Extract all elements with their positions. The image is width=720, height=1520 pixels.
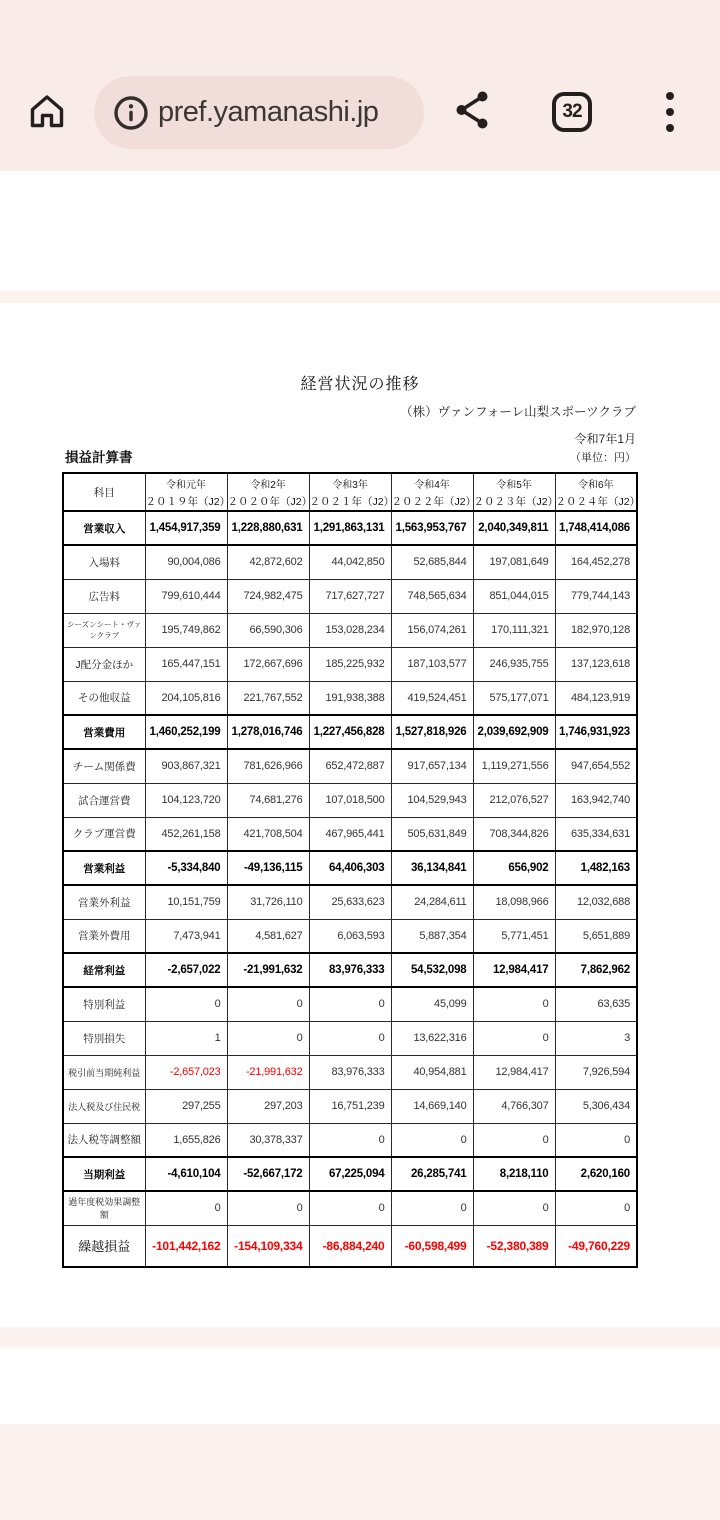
- page-title: 経営状況の推移: [300, 376, 420, 393]
- cell-value: 195,749,862: [145, 613, 227, 647]
- row-label: 税引前当期純利益: [63, 1055, 145, 1089]
- cell-value: -60,598,499: [391, 1225, 473, 1267]
- cell-value: 2,039,692,909: [473, 715, 555, 749]
- cell-value: 1,228,880,631: [227, 511, 309, 545]
- unit-label: （単位：円）: [570, 452, 636, 464]
- cell-value: 5,771,451: [473, 919, 555, 953]
- cell-value: -21,991,632: [227, 953, 309, 987]
- row-label: チーム関係費: [63, 749, 145, 783]
- cell-value: 484,123,919: [555, 681, 637, 715]
- cell-value: 182,970,128: [555, 613, 637, 647]
- cell-value: 717,627,727: [309, 579, 391, 613]
- cell-value: 36,134,841: [391, 851, 473, 885]
- cell-value: 799,610,444: [145, 579, 227, 613]
- cell-value: 0: [555, 1191, 637, 1225]
- cell-value: 917,657,134: [391, 749, 473, 783]
- cell-value: -49,760,229: [555, 1225, 637, 1267]
- cell-value: 724,982,475: [227, 579, 309, 613]
- cell-value: 2,620,160: [555, 1157, 637, 1191]
- cell-value: 137,123,618: [555, 647, 637, 681]
- cell-value: 8,218,110: [473, 1157, 555, 1191]
- cell-value: 1,119,271,556: [473, 749, 555, 783]
- tab-count: 32: [562, 101, 582, 122]
- cell-value: 3: [555, 1021, 637, 1055]
- table-row: [63, 1191, 637, 1225]
- cell-value: 0: [473, 987, 555, 1021]
- cell-value: 1,291,863,131: [309, 511, 391, 545]
- cell-value: 12,984,417: [473, 953, 555, 987]
- cell-value: 191,938,388: [309, 681, 391, 715]
- cell-value: -101,442,162: [145, 1225, 227, 1267]
- cell-value: 1,227,456,828: [309, 715, 391, 749]
- cell-value: 0: [309, 987, 391, 1021]
- column-header: 令和4年 ２０２２年（J2）: [391, 473, 473, 511]
- row-label: 特別損失: [63, 1021, 145, 1055]
- cell-value: 26,285,741: [391, 1157, 473, 1191]
- row-label: 営業外利益: [63, 885, 145, 919]
- cell-value: 748,565,634: [391, 579, 473, 613]
- cell-value: 107,018,500: [309, 783, 391, 817]
- cell-value: 781,626,966: [227, 749, 309, 783]
- statement-title: 損益計算書: [65, 450, 133, 465]
- row-label: 営業利益: [63, 851, 145, 885]
- cell-value: 187,103,577: [391, 647, 473, 681]
- cell-value: 44,042,850: [309, 545, 391, 579]
- cell-value: 52,685,844: [391, 545, 473, 579]
- cell-value: -21,991,632: [227, 1055, 309, 1089]
- cell-value: 0: [227, 1021, 309, 1055]
- cell-value: 2,040,349,811: [473, 511, 555, 545]
- cell-value: 851,044,015: [473, 579, 555, 613]
- cell-value: 708,344,826: [473, 817, 555, 851]
- table-row: [63, 1021, 637, 1055]
- table-row: [63, 647, 637, 681]
- table-row: [63, 749, 637, 783]
- row-label: クラブ運営費: [63, 817, 145, 851]
- row-label: 営業外費用: [63, 919, 145, 953]
- cell-value: -2,657,022: [145, 953, 227, 987]
- table-row: [63, 1089, 637, 1123]
- cell-value: 40,954,881: [391, 1055, 473, 1089]
- cell-value: 156,074,261: [391, 613, 473, 647]
- cell-value: 66,590,306: [227, 613, 309, 647]
- cell-value: 5,651,889: [555, 919, 637, 953]
- cell-value: 104,123,720: [145, 783, 227, 817]
- cell-value: 185,225,932: [309, 647, 391, 681]
- cell-value: 54,532,098: [391, 953, 473, 987]
- page-separator-bottom: [0, 1327, 720, 1347]
- cell-value: 0: [555, 1123, 637, 1157]
- cell-value: 0: [309, 1123, 391, 1157]
- cell-value: 421,708,504: [227, 817, 309, 851]
- cell-value: 197,081,649: [473, 545, 555, 579]
- column-header: 令和3年 ２０２１年（J2）: [309, 473, 391, 511]
- cell-value: 74,681,276: [227, 783, 309, 817]
- row-label: 広告料: [63, 579, 145, 613]
- cell-value: 13,622,316: [391, 1021, 473, 1055]
- cell-value: 0: [309, 1191, 391, 1225]
- table-row: [63, 579, 637, 613]
- row-label: 入場料: [63, 545, 145, 579]
- cell-value: 83,976,333: [309, 1055, 391, 1089]
- row-label: J配分金ほか: [63, 647, 145, 681]
- cell-value: 0: [391, 1123, 473, 1157]
- cell-value: 12,984,417: [473, 1055, 555, 1089]
- column-header: 令和元年 ２０１９年（J2）: [145, 473, 227, 511]
- table-row: [63, 511, 637, 545]
- cell-value: 1,454,917,359: [145, 511, 227, 545]
- report-date: 令和7年1月: [574, 432, 636, 446]
- cell-value: 204,105,816: [145, 681, 227, 715]
- home-button[interactable]: [24, 90, 70, 136]
- cell-value: 163,942,740: [555, 783, 637, 817]
- cell-value: 779,744,143: [555, 579, 637, 613]
- cell-value: 575,177,071: [473, 681, 555, 715]
- cell-value: 5,306,434: [555, 1089, 637, 1123]
- browser-toolbar: [0, 0, 720, 171]
- table-row: [63, 1157, 637, 1191]
- table-row: [63, 681, 637, 715]
- cell-value: 164,452,278: [555, 545, 637, 579]
- cell-value: 90,004,086: [145, 545, 227, 579]
- cell-value: -52,667,172: [227, 1157, 309, 1191]
- table-row: [63, 919, 637, 953]
- cell-value: 12,032,688: [555, 885, 637, 919]
- cell-value: 25,633,623: [309, 885, 391, 919]
- cell-value: 6,063,593: [309, 919, 391, 953]
- cell-value: 18,098,966: [473, 885, 555, 919]
- home-icon: [25, 89, 69, 138]
- cell-value: 63,635: [555, 987, 637, 1021]
- cell-value: 947,654,552: [555, 749, 637, 783]
- cell-value: 246,935,755: [473, 647, 555, 681]
- cell-value: 212,076,527: [473, 783, 555, 817]
- cell-value: 67,225,094: [309, 1157, 391, 1191]
- table-row: [63, 783, 637, 817]
- cell-value: -4,610,104: [145, 1157, 227, 1191]
- cell-value: 0: [473, 1021, 555, 1055]
- cell-value: 14,669,140: [391, 1089, 473, 1123]
- cell-value: -52,380,389: [473, 1225, 555, 1267]
- share-button[interactable]: [450, 88, 498, 136]
- cell-value: 0: [391, 1191, 473, 1225]
- table-row: [63, 987, 637, 1021]
- cell-value: 221,767,552: [227, 681, 309, 715]
- profit-loss-table: [62, 472, 641, 1268]
- row-label: 営業費用: [63, 715, 145, 749]
- subject-header-cell: 科目: [63, 473, 145, 511]
- cell-value: 170,111,321: [473, 613, 555, 647]
- table-head-row: [63, 473, 637, 511]
- pl-table-body: [63, 511, 637, 1267]
- menu-button[interactable]: [650, 88, 690, 136]
- cell-value: 1,527,818,926: [391, 715, 473, 749]
- column-header: 令和2年 ２０２０年（J2）: [227, 473, 309, 511]
- kebab-menu-icon: [666, 92, 674, 132]
- url-bar[interactable]: [94, 76, 424, 149]
- cell-value: 419,524,451: [391, 681, 473, 715]
- cell-value: 1,746,931,923: [555, 715, 637, 749]
- cell-value: 7,862,962: [555, 953, 637, 987]
- cell-value: 1: [145, 1021, 227, 1055]
- cell-value: 45,099: [391, 987, 473, 1021]
- cell-value: 0: [309, 1021, 391, 1055]
- table-row: [63, 613, 637, 647]
- cell-value: 42,872,602: [227, 545, 309, 579]
- cell-value: 635,334,631: [555, 817, 637, 851]
- cell-value: 1,482,163: [555, 851, 637, 885]
- cell-value: 83,976,333: [309, 953, 391, 987]
- info-icon[interactable]: [111, 93, 151, 133]
- table-row: [63, 1123, 637, 1157]
- cell-value: 24,284,611: [391, 885, 473, 919]
- cell-value: 656,902: [473, 851, 555, 885]
- cell-value: 153,028,234: [309, 613, 391, 647]
- cell-value: -5,334,840: [145, 851, 227, 885]
- cell-value: -86,884,240: [309, 1225, 391, 1267]
- table-row: [63, 817, 637, 851]
- toolbar-row: [0, 74, 720, 150]
- cell-value: -154,109,334: [227, 1225, 309, 1267]
- cell-value: 16,751,239: [309, 1089, 391, 1123]
- cell-value: 1,278,016,746: [227, 715, 309, 749]
- cell-value: 297,203: [227, 1089, 309, 1123]
- row-label: 繰越損益: [63, 1225, 145, 1267]
- cell-value: 104,529,943: [391, 783, 473, 817]
- row-label: 当期利益: [63, 1157, 145, 1191]
- cell-value: 64,406,303: [309, 851, 391, 885]
- column-header: 令和6年 ２０２４年（J2）: [555, 473, 637, 511]
- cell-value: 30,378,337: [227, 1123, 309, 1157]
- table-row: [63, 545, 637, 579]
- company-name: （株）ヴァンフォーレ山梨スポーツクラブ: [400, 405, 636, 419]
- cell-value: 0: [473, 1123, 555, 1157]
- cell-value: 0: [473, 1191, 555, 1225]
- cell-value: 7,473,941: [145, 919, 227, 953]
- cell-value: 172,667,696: [227, 647, 309, 681]
- page-separator-top: [0, 291, 720, 303]
- url-text: pref.yamanashi.jp: [158, 96, 379, 128]
- row-label: 営業収入: [63, 511, 145, 545]
- cell-value: 4,581,627: [227, 919, 309, 953]
- table-row: [63, 851, 637, 885]
- cell-value: 1,460,252,199: [145, 715, 227, 749]
- table-row: [63, 885, 637, 919]
- cell-value: 31,726,110: [227, 885, 309, 919]
- cell-value: 467,965,441: [309, 817, 391, 851]
- cell-value: 297,255: [145, 1089, 227, 1123]
- cell-value: 1,655,826: [145, 1123, 227, 1157]
- cell-value: -2,657,023: [145, 1055, 227, 1089]
- row-label: その他収益: [63, 681, 145, 715]
- row-label: 法人税等調整額: [63, 1123, 145, 1157]
- cell-value: 652,472,887: [309, 749, 391, 783]
- row-label: 法人税及び住民税: [63, 1089, 145, 1123]
- cell-value: 0: [145, 1191, 227, 1225]
- cell-value: 10,151,759: [145, 885, 227, 919]
- cell-value: 0: [227, 1191, 309, 1225]
- background-bottom: [0, 1424, 720, 1520]
- cell-value: 452,261,158: [145, 817, 227, 851]
- row-label: 経常利益: [63, 953, 145, 987]
- cell-value: 0: [145, 987, 227, 1021]
- pdf-page: [0, 303, 720, 1327]
- cell-value: -49,136,115: [227, 851, 309, 885]
- table-row: [63, 1225, 637, 1267]
- column-header: 令和5年 ２０２３年（J2）: [473, 473, 555, 511]
- row-label: 試合運営費: [63, 783, 145, 817]
- cell-value: 505,631,849: [391, 817, 473, 851]
- cell-value: 903,867,321: [145, 749, 227, 783]
- tab-switcher-button[interactable]: [549, 89, 595, 135]
- cell-value: 165,447,151: [145, 647, 227, 681]
- tab-counter: [552, 92, 592, 132]
- table-row: [63, 953, 637, 987]
- row-label: シーズンシート・ヴァンクラブ: [63, 613, 145, 647]
- cell-value: 5,887,354: [391, 919, 473, 953]
- table-row: [63, 715, 637, 749]
- cell-value: 4,766,307: [473, 1089, 555, 1123]
- table-row: [63, 1055, 637, 1089]
- row-label: 過年度税効果調整額: [63, 1191, 145, 1225]
- share-icon: [452, 88, 496, 137]
- row-label: 特別利益: [63, 987, 145, 1021]
- cell-value: 0: [227, 987, 309, 1021]
- cell-value: 7,926,594: [555, 1055, 637, 1089]
- cell-value: 1,563,953,767: [391, 511, 473, 545]
- cell-value: 1,748,414,086: [555, 511, 637, 545]
